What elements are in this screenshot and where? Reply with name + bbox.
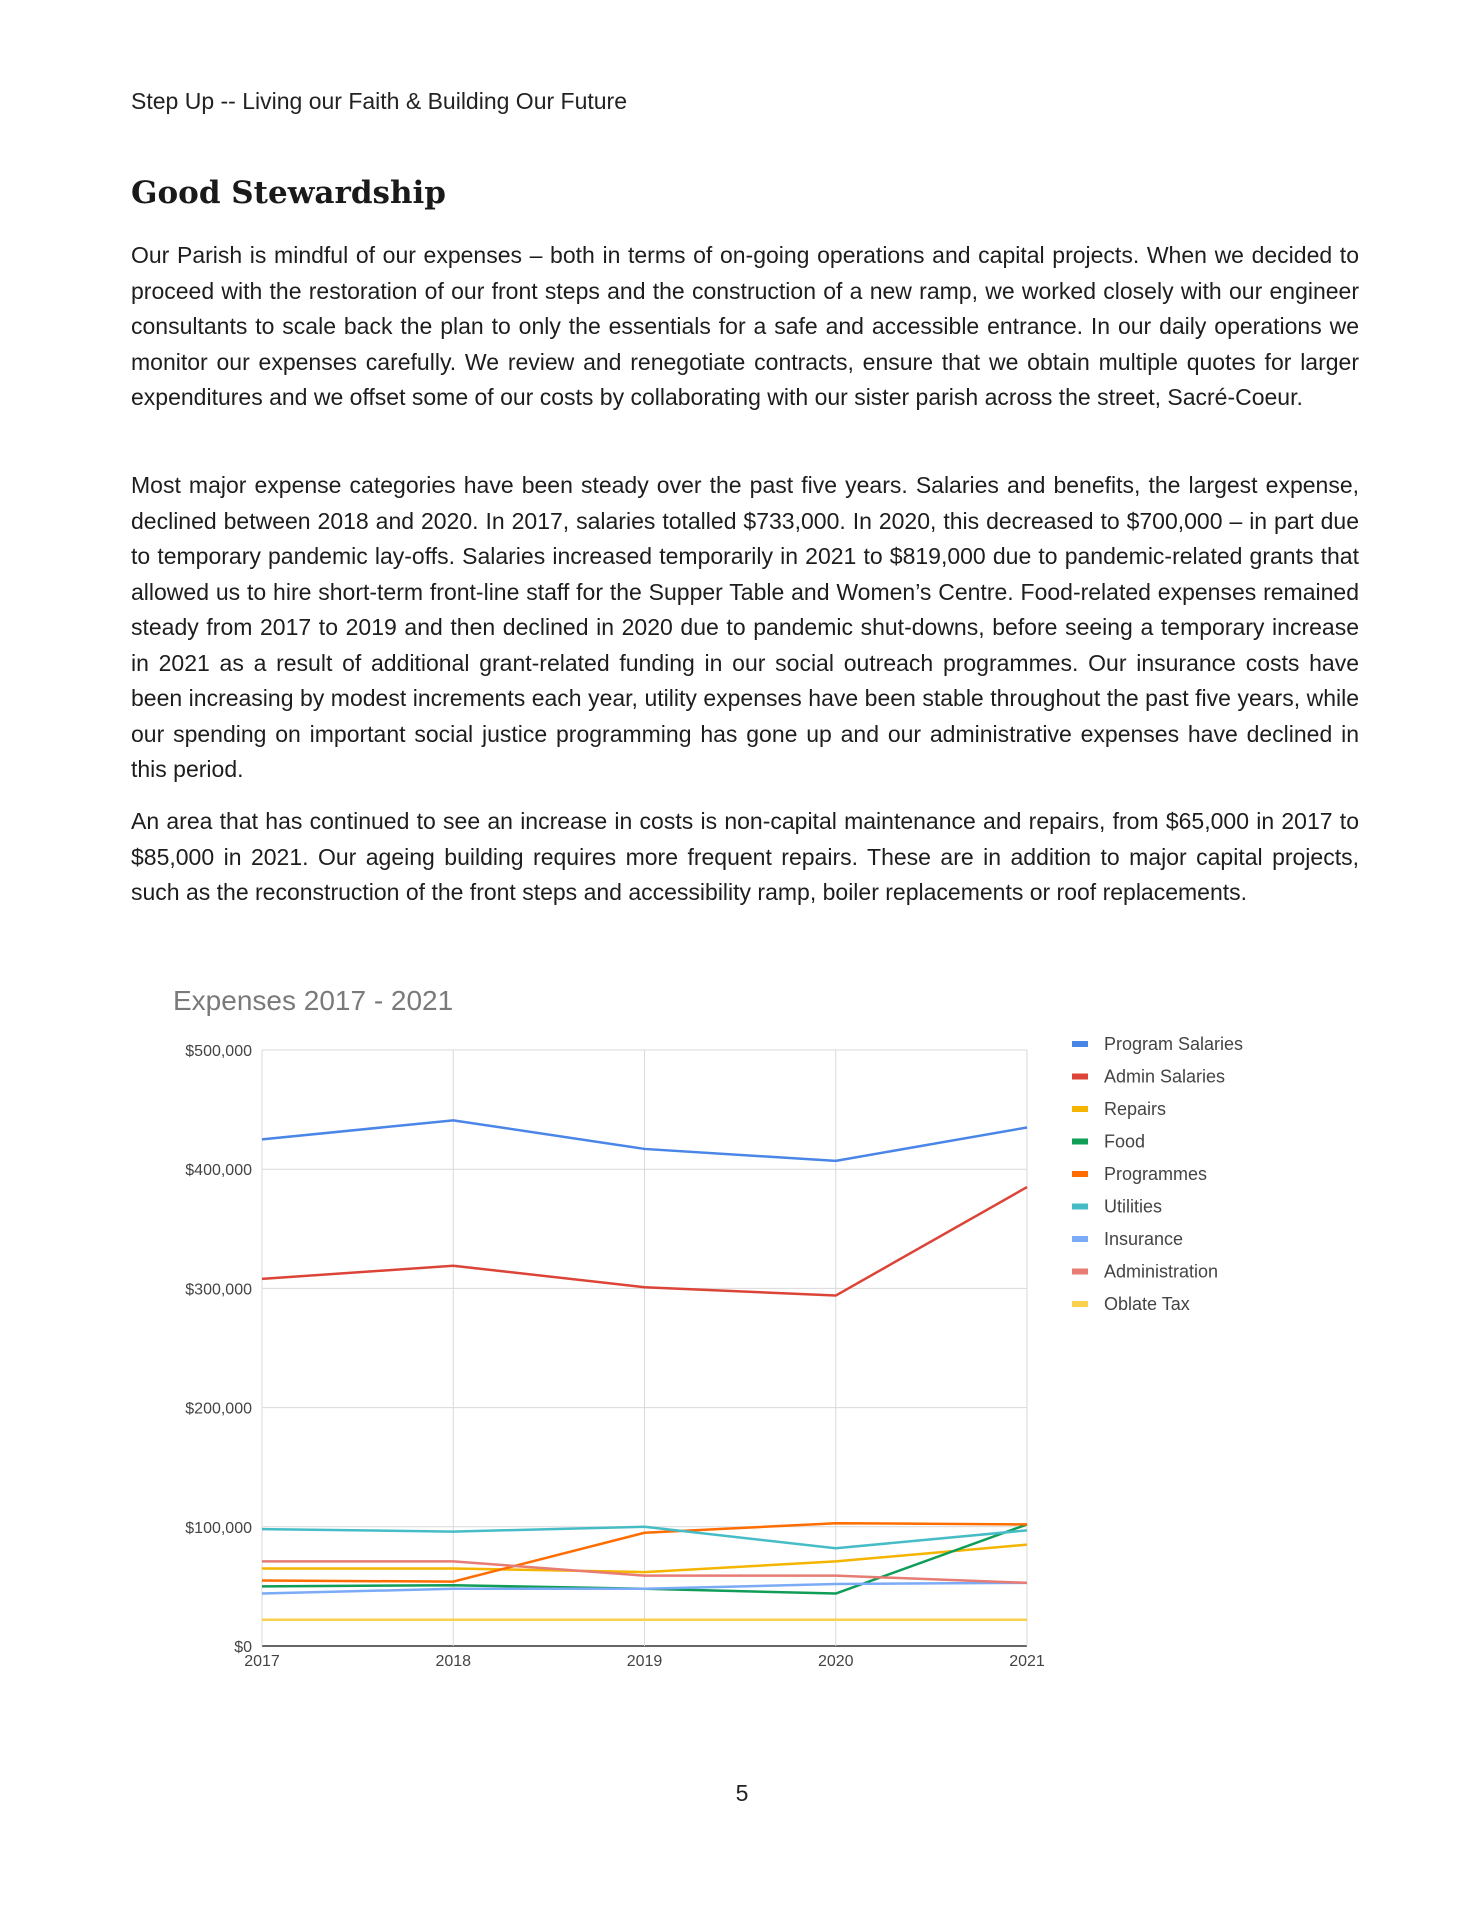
- legend-label-oblate-tax: Oblate Tax: [1104, 1294, 1190, 1314]
- x-tick-label: 2019: [626, 1653, 663, 1670]
- y-tick-label: $400,000: [185, 1162, 252, 1180]
- legend-label-programmes: Programmes: [1104, 1164, 1208, 1184]
- paragraph-repairs: An area that has continued to see an increase in costs is non-capital maintenance and repairs, from $65,000 in 2017 to $85,000 in 2021. Our ageing building requires more frequent repairs. These are in addition to major capital projects, such as the reconstruction of the front steps and accessibility ramp, boiler replacements or roof replacements.: [131, 808, 1359, 905]
- legend-label-administration: Administration: [1104, 1261, 1219, 1282]
- legend-swatch-insurance: [1072, 1236, 1088, 1242]
- legend-label-insurance: Insurance: [1104, 1229, 1184, 1249]
- x-tick-label: 2020: [817, 1653, 854, 1670]
- legend-swatch-programmes: [1072, 1171, 1088, 1177]
- legend-label-repairs: Repairs: [1104, 1099, 1167, 1119]
- section-title: Good Stewardship: [131, 175, 446, 211]
- y-tick-label: $200,000: [185, 1400, 252, 1418]
- paragraph-stewardship: Our Parish is mindful of our expenses – both in terms of on-going operations and capital projects. When we decided to proceed with the restoration of our front steps and the construction of a new ramp, we worked closely with our engineer consultants to scale back the plan to only the essentials for a safe and accessible entrance. In our daily operations we monitor our expenses carefully. We review and renegotiate contracts, ensure that we obtain multiple quotes for larger expenditures and we offset some of our costs by collaborating with our sister parish across the street, Sacré-Coeur.: [131, 242, 1359, 410]
- legend-label-program-salaries: Program Salaries: [1104, 1034, 1244, 1054]
- legend-swatch-administration: [1072, 1269, 1088, 1275]
- legend-swatch-oblate-tax: [1072, 1301, 1088, 1307]
- chart-canvas: [160, 975, 1280, 1695]
- y-tick-label: $300,000: [185, 1281, 252, 1299]
- x-tick-label: 2021: [1009, 1653, 1045, 1670]
- y-tick-label: $500,000: [185, 1043, 252, 1060]
- legend-swatch-admin-salaries: [1072, 1074, 1088, 1080]
- legend-label-food: Food: [1104, 1131, 1146, 1152]
- page-number: 5: [735, 1780, 749, 1806]
- chart-title: Expenses 2017 - 2021: [173, 985, 454, 1016]
- legend-swatch-repairs: [1072, 1106, 1088, 1112]
- running-header: Step Up -- Living our Faith & Building Our Future: [131, 88, 628, 114]
- paragraph-expense-trends: Most major expense categories have been steady over the past five years. Salaries and benefits, the largest expense, declined between 2018 and 2020. In 2017, salaries totalled $733,000. In 2020, this decreased to $700,000 – in part due to temporary pandemic lay-offs. Salaries increased temporarily in 2021 to $819,000 due to pandemic-related grants that allowed us to hire short-term front-line staff for the Supper Table and Women’s Centre. Food-related expenses remained steady from 2017 to 2019 and then declined in 2020 due to pandemic shut-downs, before seeing a temporary increase in 2021 as a result of additional grant-related funding in our social outreach programmes. Our insurance costs have been increasing by modest increments each year, utility expenses have been stable throughout the past five years, while our spending on important social justice programming has gone up and our administrative expenses have declined in this period.: [131, 472, 1359, 782]
- expenses-chart: [160, 975, 1280, 1695]
- legend-swatch-program-salaries: [1072, 1041, 1088, 1047]
- y-tick-label: $0: [234, 1639, 252, 1656]
- x-tick-label: 2018: [435, 1653, 472, 1670]
- legend-label-utilities: Utilities: [1104, 1196, 1163, 1217]
- x-tick-label: 2017: [244, 1653, 280, 1670]
- legend-swatch-utilities: [1072, 1204, 1088, 1210]
- legend-label-admin-salaries: Admin Salaries: [1104, 1066, 1226, 1087]
- y-tick-label: $100,000: [185, 1519, 252, 1537]
- legend-swatch-food: [1072, 1139, 1088, 1145]
